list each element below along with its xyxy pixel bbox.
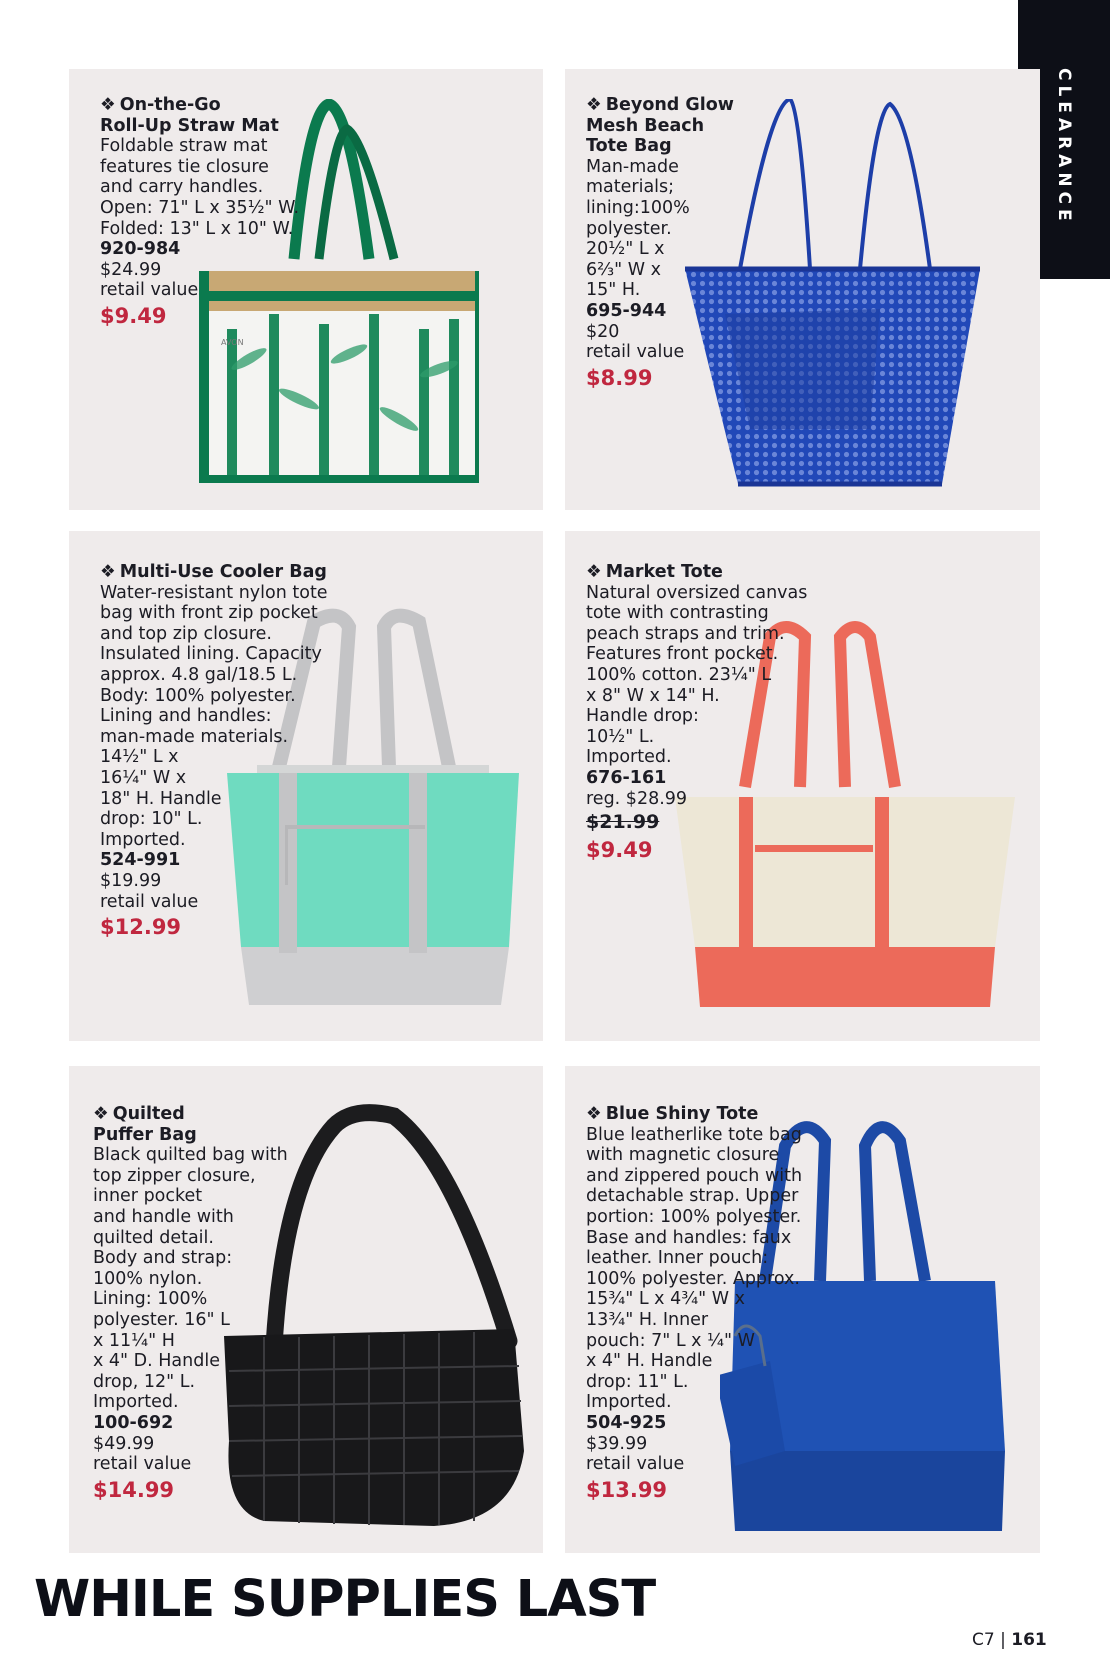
page-number: 161 [1011, 1630, 1047, 1650]
regular-price: reg. $28.99 [586, 788, 688, 809]
diamond-icon: ❖ [100, 95, 116, 115]
product-title-line-2: Puffer Bag [93, 1124, 197, 1145]
product-copy [100, 95, 320, 331]
product-description: Water-resistant nylon tote bag with front zip pocket and top zip closure. Insulated lining. Capacity approx. 4.8 gal/18.5 L. Body: 100% polyester. Lining and handles: man-made materials. 14½" L x 16¼" W x 18" H. Handle drop: 10" L. Imported. [100, 582, 328, 850]
retail-price: $24.99 [100, 259, 162, 280]
product-copy [586, 95, 736, 393]
product-copy [586, 562, 816, 865]
product-card-puffer-bag [69, 1066, 543, 1553]
diamond-icon: ❖ [93, 1104, 109, 1124]
price-note: retail value [586, 342, 685, 363]
product-title-line-2: Mesh Beach [586, 115, 705, 136]
sale-price: $14.99 [93, 1477, 175, 1502]
product-title: ❖ Market Tote [586, 562, 723, 582]
page-folio [972, 1630, 1047, 1650]
sale-price: $8.99 [586, 365, 653, 390]
product-title-line-3: Tote Bag [586, 136, 672, 157]
product-description: Black quilted bag with top zipper closure, inner pocket and handle with quilted detail. Body and strap: 100% nylon. Lining: 100% polyester. 16" L x 11¼" H x 4" D. Handle drop, 12" L. Imported. [93, 1145, 288, 1413]
strikethrough-price: $21.99 [586, 811, 660, 834]
retail-price: $49.99 [93, 1433, 155, 1454]
price-note: retail value [93, 1454, 192, 1475]
diamond-icon: ❖ [586, 95, 602, 115]
product-description: Foldable straw mat features tie closure and carry handles. Open: 71" L x 35½" W. Folded: 13" L x 10" W. [100, 136, 300, 239]
product-description: Man-made materials; lining:100% polyester. 20½" L x 6⅔" W x 15" H. [586, 156, 690, 301]
product-copy [93, 1104, 293, 1505]
item-code: 695-944 [586, 300, 667, 321]
avon-brand-mark: AVON [221, 338, 244, 347]
product-title: ❖ On-the-Go [100, 95, 221, 115]
product-title: ❖ Multi-Use Cooler Bag [100, 562, 327, 582]
product-card-market-tote [565, 531, 1040, 1041]
diamond-icon: ❖ [586, 562, 602, 582]
item-code: 504-925 [586, 1412, 667, 1433]
item-code: 920-984 [100, 239, 181, 260]
product-card-blue-tote [565, 1066, 1040, 1553]
product-copy [100, 562, 330, 942]
product-title: ❖ Quilted [93, 1104, 185, 1124]
item-code: 676-161 [586, 767, 667, 788]
product-card-straw-mat [69, 69, 543, 510]
sale-price: $9.49 [100, 303, 167, 328]
section-code: C7 [972, 1630, 995, 1650]
product-title: ❖ Blue Shiny Tote [586, 1104, 759, 1124]
product-description: Blue leatherlike tote bag with magnetic closure and zippered pouch with detachable strap. Upper portion: 100% polyester. Base and handles: faux leather. Inner pouch: 100% polyester. Approx. 15¾" L x 4¾" W x 13¾" H. Inner pouch: 7" L x ¼" W x 4" H. Handle drop: 11" L. Imported. [586, 1124, 803, 1413]
item-code: 524-991 [100, 850, 181, 871]
price-note: retail value [586, 1454, 685, 1475]
retail-price: $39.99 [586, 1433, 648, 1454]
sale-price: $12.99 [100, 915, 182, 940]
clearance-label: CLEARANCE [1054, 68, 1074, 226]
product-copy [586, 1104, 816, 1505]
product-card-cooler-bag [69, 531, 543, 1041]
folio-separator: | [1000, 1630, 1006, 1650]
diamond-icon: ❖ [586, 1104, 602, 1124]
sale-price: $13.99 [586, 1477, 668, 1502]
retail-price: $20 [586, 321, 620, 342]
while-supplies-last-headline: WHILE SUPPLIES LAST [34, 1570, 656, 1629]
price-note: retail value [100, 891, 199, 912]
product-title: ❖ Beyond Glow [586, 95, 734, 115]
product-description: Natural oversized canvas tote with contrasting peach straps and trim. Features front pocket. 100% cotton. 23¼" L x 8" W x 14" H. Handle drop: 10½" L. Imported. [586, 582, 808, 768]
sale-price: $9.49 [586, 838, 653, 863]
diamond-icon: ❖ [100, 562, 116, 582]
item-code: 100-692 [93, 1412, 174, 1433]
price-note: retail value [100, 280, 199, 301]
product-card-mesh-tote [565, 69, 1040, 510]
product-title-line-2: Roll-Up Straw Mat [100, 115, 279, 136]
retail-price: $19.99 [100, 870, 162, 891]
